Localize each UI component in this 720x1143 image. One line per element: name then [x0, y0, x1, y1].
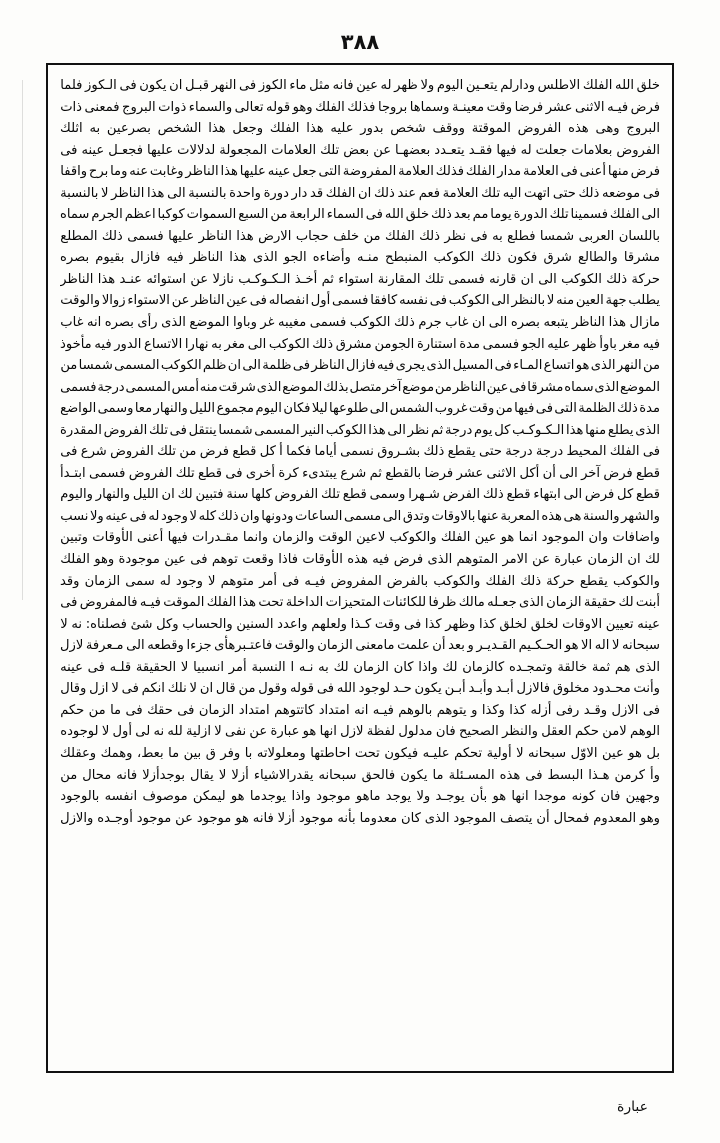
text-line: فى الفلك المحيط درجة درجة حتى يقطع ذلك بشـروق نسمى أياما فكما أ كل قطع فرض من تلك الفروض شرع فى: [60, 444, 660, 460]
text-line: قطع كل فرض الى ابتهاء قطع ذلك الفرض شـهرا وسمى قطع تلك الفروض كلها سنة فتبين لك ان الليل والنهار واليوم: [60, 487, 660, 503]
text-line: وهو المعدوم فمحال أن يتصف الموجود الذى كان معدوما بأنه موجود أزلا فانه هو موجود عن موجود أوجـده والازل: [60, 810, 660, 826]
text-line: الموضع الذى سماه مشرقا فى عين الناظر من موضع آخر متصل بذلك الموضع الذى شرقت منه أمس المسمى درجة فسمى: [60, 379, 660, 395]
text-line: لك ان الزمان عبارة عن الامر المتوهم الذى فرض فيه هذه الأوقات فاذا وقعت توهم فى عين موجودة وهو الفلك: [60, 552, 660, 568]
text-line: واضافات وان الموجود انما هو عين الفلك والكوكب لاعين الوقت والزمان وانما مقـدرات فيها أعنى الأوقات وتبين: [60, 530, 660, 546]
text-line: سبحانه لا اله الا هو الحـكـيم القـديـر و بعد أن علمت مامعنى الزمان والوقت فاعتـبرهأى جزءا وقطعه الى مـعرفة لازل: [60, 638, 660, 654]
text-line: عينه تعيين الاوقات لخلق لخلق كذا وظهر كذا فى وقت كـذا ولعلهم واعدد السنين والحساب وكل شئ فصلناه: نه لا: [60, 616, 660, 632]
text-line: الى الفلك فسمينا تلك الدورة يوما مم بعد ذلك خلق الله فى السماء الرابعة من السبع السموات كوكبا اعظم الجرم سماه: [60, 207, 660, 223]
text-line: وأنت محـدود مخلوق فالازل أبـد وأبـد أبـن يكون حـد لوجود الله فى قوله وقول من قال ان لا نلك انكم فى لا ازل وقال: [60, 681, 660, 697]
text-line: مشرقا والطالع شرق فكون ذلك الكوكب المنبطح منـه وأضاءه الجو الذى هذا الناظر فيه فازال بقيوم بصره: [60, 250, 660, 266]
text-line: فى موضعه ذلك حتى اتهت اليه تلك العلامة فعم عند ذلك ان الفلك قد دار دورة واحدة بالنسبة الى هذا الناظر لا بالنسبة: [60, 185, 660, 201]
text-line: الذى يطلع منها هذا الـكـوكـب كل يوم درجة ثم نظر الى هذا الكوكب النير المسمى شمسا ينتقل فى تلك الفروض المقدرة: [60, 422, 660, 438]
text-frame: [46, 63, 674, 1073]
text-line: البروج وهى هذه الفروض الموقتة ووقف شخص بدور عليه هذا الفلك وجعل هذا الشخص بصرعين به اثلك: [60, 121, 660, 137]
text-line: فرض منها أعنى فى العلامة مدار الفلك فذلك العلامة المفروضة التى جعل عينه عليها هذا الناظر وغابت عنه وما برح واقفا: [60, 164, 660, 180]
text-line: فيه مغر باوأ ظهر عليه الجو فسمى مدة استنارة الجومن مشرق ذلك الكوكب الى مغر به نهارا الاتساع الدور فيه مأخوذ: [60, 336, 660, 352]
text-line: وأ كرمن هـذا البسط فى هذه المسـئلة ما يكون فالحق سبحانه يقدرالاشياء أزلا لا يقال بوجدأزلا فانه محال من: [60, 767, 660, 783]
body-text: [60, 75, 660, 1063]
text-line: والكوكب يقطع حركة ذلك الفلك والكوكب بالفرض المفروض فيـه فى أمر متوهم لا وجود له سمى الزمان وقد: [60, 573, 660, 589]
text-line: حركة ذلك الكوكب الى ان قارنه فسمى تلك المقارنة استواء ثم أخـذ الـكـوكـب نازلا عن استوائه عنـد هذا الناظر: [60, 271, 660, 287]
text-line: وجهين فان كونه موجدا انها هو بأن يوجـد ولا يوجد ماهو موجود واذا يوجدما هو ليمكن موصوف انفسه بالوجود: [60, 789, 660, 805]
text-line: من النهر الذى هو اتساع المـاء فى المسيل الذى يجرى فيه فازال الناظر فى ظلمة الى ان ظلم الكوكب المسمى شمسا من: [60, 358, 660, 374]
text-line: قطع فرض آخر الى أن أكل الاثنى عشر فرضا بالقطع ثم شرع يبتدىء كرة أخرى فى قطع تلك الفروض فسمى ابتـدأ: [60, 465, 660, 481]
text-line: فرض فيـه الاثنى عشر فرضا وقت معينـة وسماها بروجا فذلك الفلك وهو قوله تعالى والسماء ذوات البروج فمعنى ذات: [60, 99, 660, 115]
text-line: خلق الله الفلك الاطلس ودارلم يتعـين اليوم ولا ظهر له عين فانه مثل ماء الكوز فى النهر قبـل ان يكون فى الـكوز فلما: [60, 78, 660, 93]
text-line: مدة ذلك الظلمة التى فى فيها من وقت غروب الشمس الى طلوعها ليلا فكان اليوم مجموع الليل والنهار معا وسمى الواضع: [60, 401, 660, 417]
text-line: باللسان العربى شمسا فطلع به فى نظر ذلك الفلك من خلف حجاب الارض هذا الناظر عليها فسمى ذلك المطلع: [60, 228, 660, 244]
text-line: أبنت لك حقيقة الزمان الذى جعـله مالك ظرفا للكائنات المتحيزات الداخلة تحت هذا الفلك الموقت فيـه فالمفروض فى: [60, 595, 660, 611]
page-number: ٣٨٨: [340, 30, 380, 54]
scan-artifact: [22, 80, 23, 600]
text-line: الذى هم ثمة خالقة وتمجـده كالزمان لك واذا كان الزمان لك به نـه ا النسبة أمر انسبيا لا الحقيقة قلـه فى عينه: [60, 659, 660, 675]
text-line: الوهم لامن حكم العقل والنظر الصحيح فان مدلول لفظة لازل انها هو عبارة عن نفى لا ازلية لله نه لى أول لا لوجوده: [60, 724, 660, 740]
catchword: عبارة: [617, 1099, 648, 1115]
text-line: فى الازل وقـد رفى أزله كذا وكذا و يتوهم بالوهم فيـه انه امتداد كاتتوهم امتداد الزمان فى حقك فى ما من حكم: [60, 702, 660, 718]
text-line: بل هو عين الاوّل سبحانه لا أولية تحكم عليـه فيكون تحت احاطتها ومعلولاته با وفر ق بين ما بعط، وهمك وعقلك: [60, 745, 660, 761]
text-line: الفروض بعلامات جعلت له فيها فقـد يتعـدد بعضهـا عن بعض تلك العلامات المجعولة لدلالات عليها فجعـل عينه فى: [60, 142, 660, 158]
text-line: مازال هذا الناظر يتبعه بصره الى ان غاب جرم ذلك الكوكب فسمى مغيبه غر وباوا الموضع الذى رأى بصره انه غاب: [60, 315, 660, 331]
text-line: والشهر والسنة هى هذه المعربة عنها بالاوقات وتدق الى مسمى الساعات ودونها وان ذلك كله لا وجود له فى عينه ولا نسب: [60, 508, 660, 524]
text-line: يطلب جهة العين منه لا بالنظر الى الكوكب فى نفسه كافقا فسمى أول انفصاله فى عين الناظر عن الاستواء زوالا والوقت: [60, 293, 660, 309]
